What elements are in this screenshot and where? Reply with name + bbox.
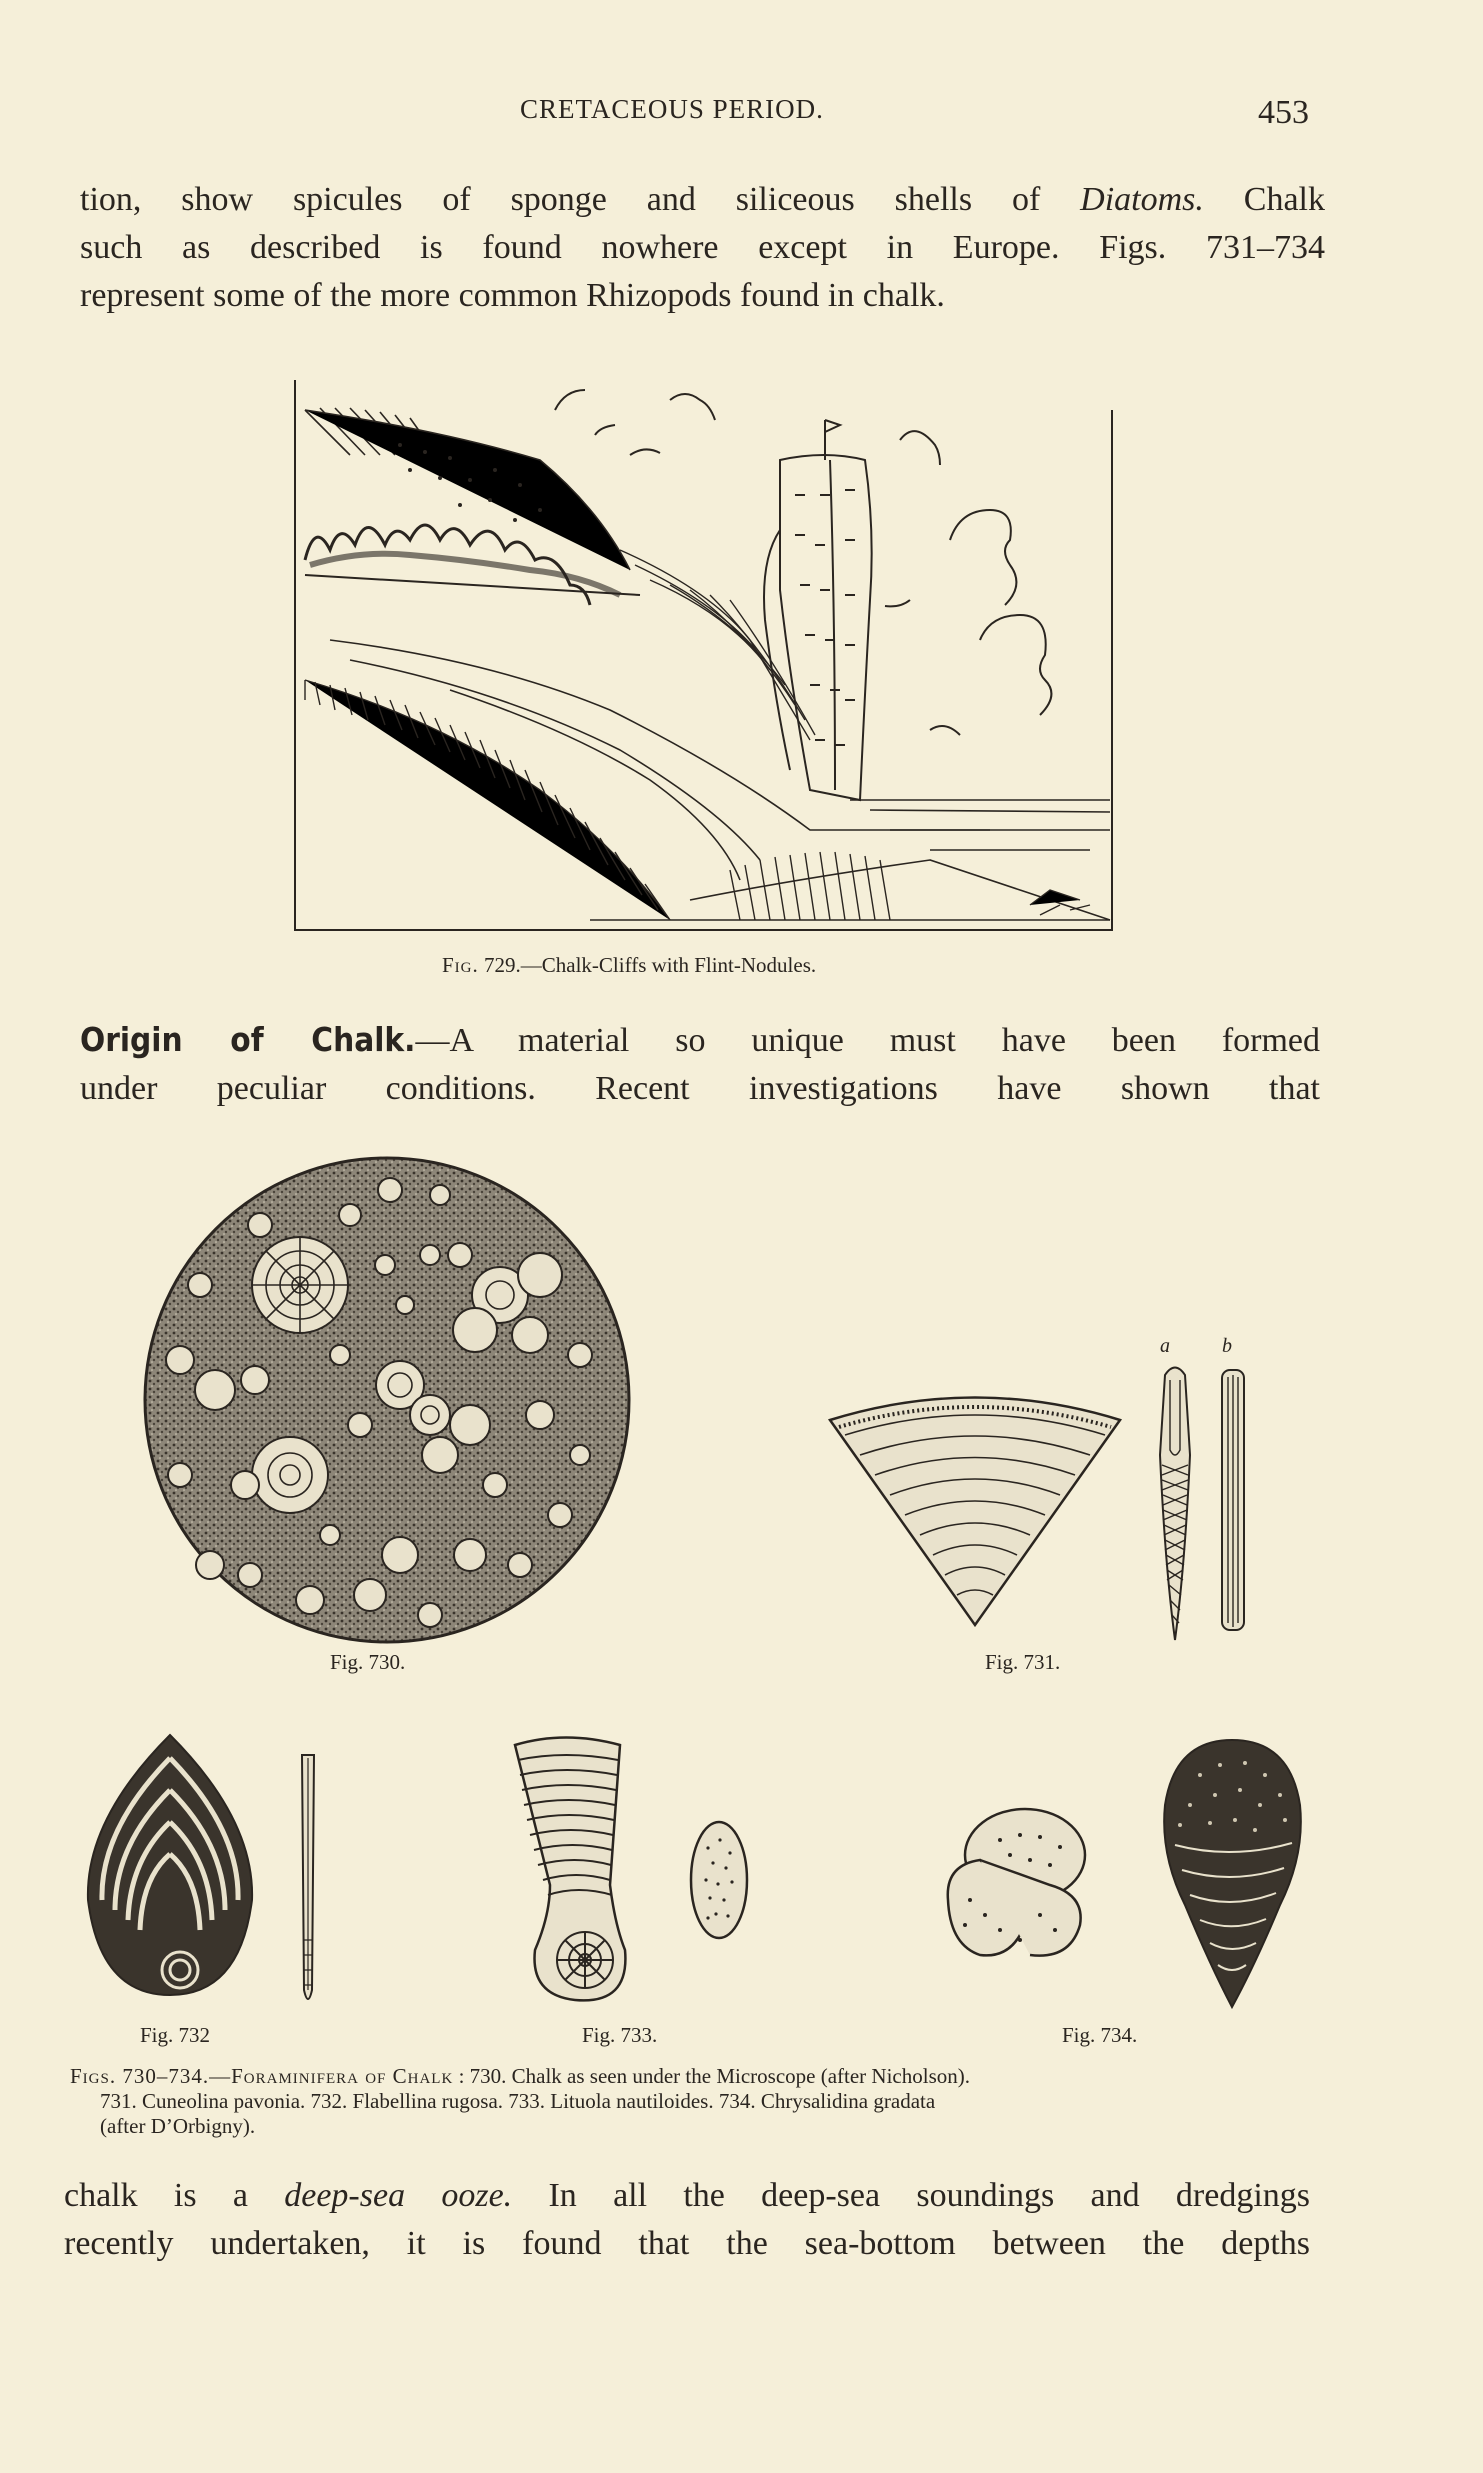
- text-run: chalk is a: [64, 2177, 285, 2214]
- text-run: Foraminifera of Chalk: [231, 2064, 454, 2088]
- figs-caption-line-1: [70, 2064, 1310, 2089]
- fig-731-cuneolina-pavonia: [825, 1395, 1125, 1625]
- paragraph-2: [80, 1016, 1320, 1113]
- fig-730-caption: Fig. 730.: [330, 1650, 406, 1674]
- fig-734-chrysalidina-gradata: [1160, 1735, 1305, 2010]
- section-heading-origin-of-chalk: Origin of Chalk.: [80, 1020, 416, 1059]
- text-run: —A material so unique must have been formed: [415, 1022, 1321, 1059]
- paragraph-3-line-2: recently undertaken, it is found that the sea-bottom between the depths: [64, 2225, 1310, 2262]
- fig-734-caption: Fig. 734.: [1062, 2023, 1138, 2047]
- italic-term: Diatoms.: [1080, 181, 1204, 218]
- fig-731-side-view-a: [1150, 1365, 1200, 1645]
- figs-730-734-caption: [70, 2064, 1310, 2139]
- fig-731-label-b: b: [1222, 1335, 1232, 1357]
- fig-729-chalk-cliffs-illustration: [290, 360, 1120, 940]
- fig-730-chalk-microscope-view: [140, 1155, 635, 1645]
- text-run: Figs. 730–734.—: [70, 2064, 232, 2088]
- fig-734-aperture-view: [940, 1805, 1090, 1965]
- paragraph-1-line-3: represent some of the more common Rhizopods found in chalk.: [80, 277, 945, 314]
- fig-733-caption: Fig. 733.: [582, 2023, 658, 2047]
- text-run: In all the deep-sea soundings and dredgings: [512, 2177, 1310, 2214]
- fig-733-lituola-nautiloides: [510, 1735, 635, 2005]
- fig-732-side-view: [298, 1750, 318, 2010]
- fig-729-caption: [442, 953, 816, 978]
- paragraph-1-line-2: such as described is found nowhere except in Europe. Figs. 731–734: [80, 229, 1325, 266]
- fig-731-side-view-b: [1218, 1365, 1248, 1635]
- paragraph-1-line-1: [80, 176, 1325, 224]
- italic-term: deep-sea ooze.: [284, 2177, 513, 2214]
- fig-731-label-a: a: [1160, 1335, 1170, 1357]
- fig-729-caption-prefix: Fig.: [442, 953, 479, 977]
- paragraph-2-line-2: under peculiar conditions. Recent investigations have shown that: [80, 1070, 1320, 1107]
- figs-caption-line-3: (after D’Orbigny).: [100, 2114, 256, 2138]
- fig-732-caption: Fig. 732: [140, 2023, 211, 2047]
- running-head: [0, 94, 1483, 138]
- paragraph-3-line-1: [64, 2172, 1310, 2220]
- paragraph-1: [80, 176, 1325, 320]
- text-run: : 730. Chalk as seen under the Microscope (after Nicholson).: [453, 2064, 970, 2088]
- running-title: CRETACEOUS PERIOD.: [520, 94, 824, 124]
- fig-733-aperture-view: [688, 1818, 750, 1943]
- paragraph-3: [64, 2172, 1310, 2268]
- page-number: 453: [1258, 94, 1309, 131]
- fig-732-flabellina-rugosa: [80, 1730, 260, 2000]
- fig-731-caption: Fig. 731.: [985, 1650, 1061, 1674]
- figs-caption-line-2: 731. Cuneolina pavonia. 732. Flabellina rugosa. 733. Lituola nautiloides. 734. Chrysalidina gradata: [100, 2089, 936, 2113]
- text-run: Chalk: [1203, 181, 1326, 218]
- text-run: tion, show spicules of sponge and siliceous shells of: [80, 181, 1081, 218]
- paragraph-2-line-1: [80, 1016, 1320, 1065]
- fig-729-caption-text: 729.—Chalk-Cliffs with Flint-Nodules.: [478, 953, 817, 977]
